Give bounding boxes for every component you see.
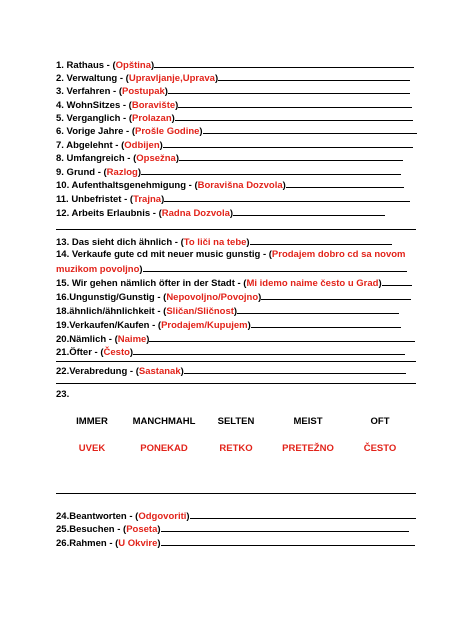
german-term: 13. Das sieht dich ähnlich - ( bbox=[56, 237, 184, 248]
adverb-german: MANCHMAHL bbox=[132, 416, 196, 427]
closing-paren: ) bbox=[229, 208, 234, 219]
german-term: 20.Nämlich - ( bbox=[56, 334, 118, 345]
serbian-answer: Prošle Godine bbox=[135, 126, 200, 137]
closing-paren: ) bbox=[137, 167, 141, 178]
serbian-answer: Boravišna Dozvola bbox=[197, 180, 283, 191]
german-term: 24.Beantworten - ( bbox=[56, 511, 139, 522]
frequency-german-row bbox=[56, 416, 416, 427]
answer-underline bbox=[233, 206, 385, 216]
serbian-answer: muzikom povoljno bbox=[56, 264, 140, 275]
serbian-answer: Često bbox=[103, 347, 130, 358]
vocab-item bbox=[56, 58, 416, 71]
closing-paren: ) bbox=[214, 73, 219, 84]
divider bbox=[56, 383, 416, 384]
section-23-label: 23. bbox=[56, 389, 70, 400]
closing-paren: ) bbox=[186, 511, 190, 522]
answer-underline bbox=[161, 536, 415, 546]
closing-paren: ) bbox=[139, 264, 143, 275]
adverb-german: SELTEN bbox=[217, 416, 255, 427]
closing-paren: ) bbox=[282, 180, 286, 191]
vocab-item bbox=[56, 98, 416, 111]
german-term: 15. Wir gehen nämlich öfter in der Stadt - ( bbox=[56, 278, 247, 289]
vocab-item bbox=[56, 304, 416, 317]
serbian-answer: Prodajem dobro cd sa novom bbox=[271, 249, 406, 260]
closing-paren: ) bbox=[129, 347, 134, 358]
answer-underline bbox=[218, 71, 410, 81]
german-term: 16.Ungunstig/Gunstig - ( bbox=[56, 292, 167, 303]
closing-paren: ) bbox=[175, 100, 179, 111]
german-term: 11. Unbefristet - ( bbox=[56, 194, 134, 205]
answer-underline bbox=[161, 522, 409, 532]
closing-paren: ) bbox=[146, 334, 150, 345]
closing-paren: ) bbox=[161, 194, 165, 205]
german-term: 5. Verganglich - ( bbox=[56, 113, 133, 124]
answer-underline bbox=[179, 151, 403, 161]
closing-paren: ) bbox=[171, 113, 175, 124]
answer-underline bbox=[133, 345, 405, 355]
vocab-item bbox=[56, 206, 416, 219]
serbian-answer: Opština bbox=[115, 60, 152, 71]
divider bbox=[56, 361, 416, 362]
vocab-item bbox=[56, 536, 416, 549]
answer-underline bbox=[382, 276, 412, 286]
german-term: 8. Umfangreich - ( bbox=[56, 153, 137, 164]
closing-paren: ) bbox=[246, 237, 250, 248]
answer-underline bbox=[184, 364, 406, 374]
answer-underline bbox=[190, 509, 416, 519]
closing-paren: ) bbox=[180, 366, 184, 377]
vocab-item-continued bbox=[56, 262, 416, 275]
vocab-item bbox=[56, 111, 416, 124]
german-term: 25.Besuchen - ( bbox=[56, 524, 127, 535]
adverb-serbian: PRETEŽNO bbox=[282, 443, 334, 454]
serbian-answer: Poseta bbox=[126, 524, 158, 535]
vocab-item bbox=[56, 364, 416, 377]
german-term: 9. Grund - ( bbox=[56, 167, 107, 178]
answer-underline bbox=[141, 165, 401, 175]
vocab-item bbox=[56, 332, 416, 345]
serbian-answer: Prolazan bbox=[132, 113, 172, 124]
german-term: 19.Verkaufen/Kaufen - ( bbox=[56, 320, 162, 331]
serbian-answer: Radna Dozvola bbox=[161, 208, 230, 219]
serbian-answer: Postupak bbox=[122, 86, 165, 97]
vocab-item bbox=[56, 235, 416, 248]
serbian-answer: Razlog bbox=[106, 167, 138, 178]
closing-paren: ) bbox=[378, 278, 382, 289]
vocab-item bbox=[56, 192, 416, 205]
closing-paren: ) bbox=[199, 126, 203, 137]
vocab-item bbox=[56, 249, 416, 262]
vocab-item bbox=[56, 151, 416, 164]
serbian-answer: To liči na tebe bbox=[183, 237, 247, 248]
german-term: 14. Verkaufe gute cd mit neuer music gunstig - ( bbox=[56, 249, 272, 260]
vocab-item bbox=[56, 71, 416, 84]
vocab-item bbox=[56, 509, 416, 522]
vocab-item bbox=[56, 165, 416, 178]
vocab-item bbox=[56, 522, 416, 535]
serbian-answer: Upravljanje,Uprava bbox=[128, 73, 215, 84]
closing-paren: ) bbox=[247, 320, 251, 331]
vocab-item bbox=[56, 178, 416, 191]
answer-underline bbox=[175, 111, 413, 121]
serbian-answer: Naime bbox=[117, 334, 147, 345]
answer-underline bbox=[149, 332, 415, 342]
serbian-answer: Mi idemo naime često u Grad bbox=[246, 278, 379, 289]
serbian-answer: Opsežna bbox=[136, 153, 176, 164]
vocab-item bbox=[56, 84, 416, 97]
adverb-german: MEIST bbox=[293, 416, 323, 427]
serbian-answer: U Okvire bbox=[118, 538, 158, 549]
adverb-serbian: ČESTO bbox=[363, 443, 397, 454]
closing-paren: ) bbox=[164, 86, 168, 97]
german-term: 3. Verfahren - ( bbox=[56, 86, 122, 97]
answer-underline bbox=[261, 290, 411, 300]
vocab-item bbox=[56, 318, 416, 331]
closing-paren: ) bbox=[175, 153, 180, 164]
serbian-answer: Nepovoljno/Povojno bbox=[166, 292, 259, 303]
closing-paren: ) bbox=[151, 60, 155, 71]
german-term: 22.Verabredung - ( bbox=[56, 366, 139, 377]
german-term: 6. Vorige Jahre - ( bbox=[56, 126, 136, 137]
vocab-item bbox=[56, 276, 416, 289]
adverb-serbian: RETKO bbox=[219, 443, 253, 454]
german-term: 7. Abgelehnt - ( bbox=[56, 140, 125, 151]
answer-underline bbox=[203, 124, 417, 134]
answer-underline bbox=[163, 138, 413, 148]
vocab-item bbox=[56, 124, 416, 137]
adverb-german: OFT bbox=[370, 416, 390, 427]
german-term: 12. Arbeits Erlaubnis - ( bbox=[56, 208, 162, 219]
answer-underline bbox=[286, 178, 404, 188]
answer-underline bbox=[251, 318, 401, 328]
closing-paren: ) bbox=[233, 306, 238, 317]
divider bbox=[56, 493, 416, 494]
answer-underline bbox=[143, 262, 407, 272]
serbian-answer: Odbijen bbox=[124, 140, 160, 151]
german-term: 26.Rahmen - ( bbox=[56, 538, 119, 549]
answer-underline bbox=[237, 304, 399, 314]
german-term: 21.Öfter - ( bbox=[56, 347, 104, 358]
adverb-serbian: UVEK bbox=[78, 443, 106, 454]
serbian-answer: Prodajem/Kupujem bbox=[161, 320, 248, 331]
answer-underline bbox=[250, 235, 392, 245]
serbian-answer: Sličan/Sličnost bbox=[166, 306, 234, 317]
answer-underline bbox=[164, 192, 410, 202]
serbian-answer: Sastanak bbox=[138, 366, 181, 377]
closing-paren: ) bbox=[159, 140, 163, 151]
closing-paren: ) bbox=[157, 524, 161, 535]
closing-paren: ) bbox=[157, 538, 161, 549]
german-term: 10. Aufenthaltsgenehmigung - ( bbox=[56, 180, 198, 191]
serbian-answer: Trajna bbox=[133, 194, 162, 205]
answer-underline bbox=[168, 84, 410, 94]
german-term: 4. WohnSitzes - ( bbox=[56, 100, 132, 111]
vocab-item bbox=[56, 345, 416, 358]
vocab-item bbox=[56, 290, 416, 303]
serbian-answer: Odgovoriti bbox=[138, 511, 187, 522]
german-term: 1. Rathaus - ( bbox=[56, 60, 116, 71]
serbian-answer: Boravište bbox=[131, 100, 176, 111]
german-term: 2. Verwaltung - ( bbox=[56, 73, 129, 84]
answer-underline bbox=[154, 58, 414, 68]
divider bbox=[56, 229, 416, 230]
frequency-serbian-row bbox=[56, 443, 416, 454]
answer-underline bbox=[178, 98, 412, 108]
german-term: 18.ähnlich/ähnlichkeit - ( bbox=[56, 306, 167, 317]
adverb-serbian: PONEKAD bbox=[140, 443, 188, 454]
adverb-german: IMMER bbox=[76, 416, 108, 427]
vocab-item bbox=[56, 138, 416, 151]
closing-paren: ) bbox=[258, 292, 262, 303]
